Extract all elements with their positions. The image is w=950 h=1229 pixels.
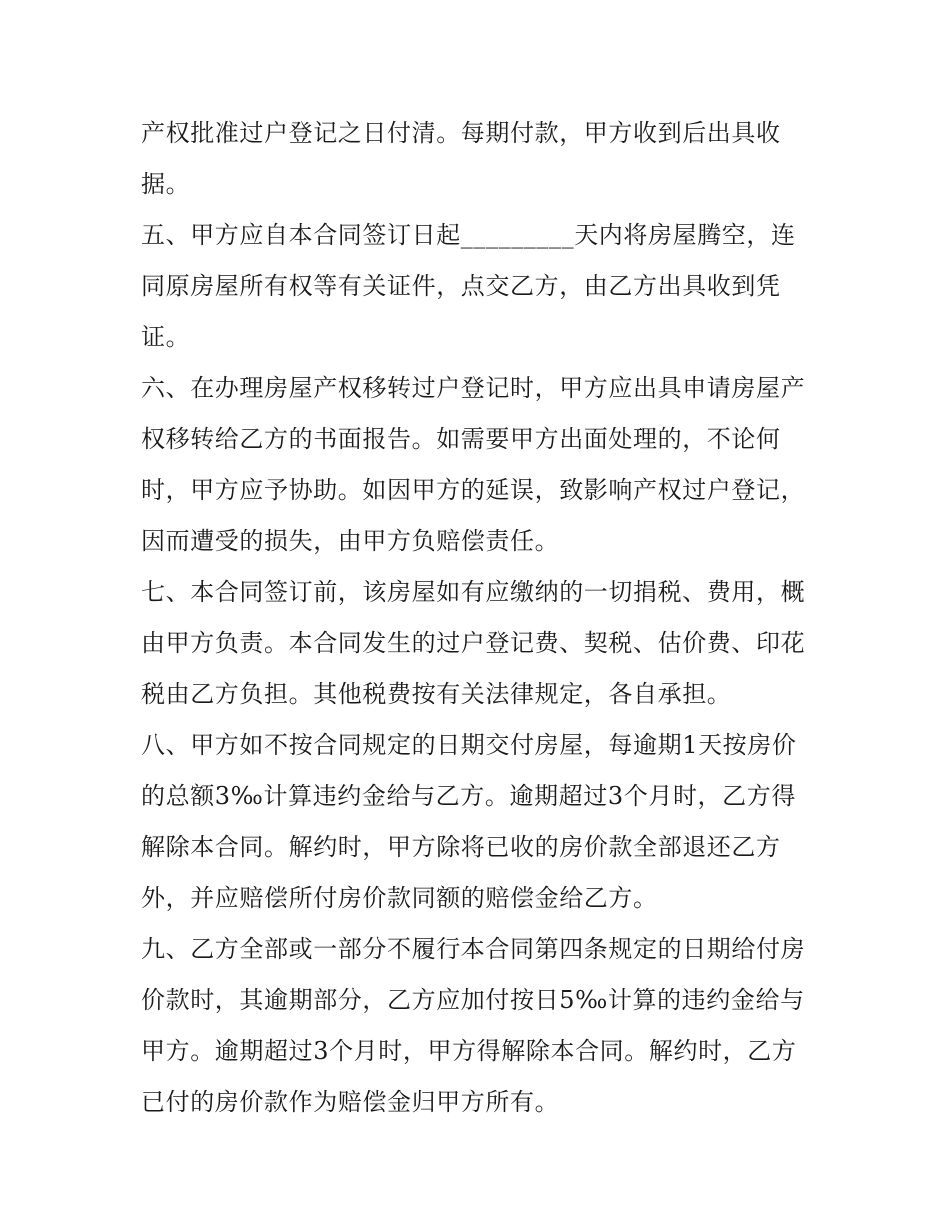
text-line: 时，甲方应予协助。如因甲方的延误，致影响产权过户登记， [141, 476, 806, 504]
text-line: 外，并应赔偿所付房价款同额的赔偿金给乙方。 [141, 884, 658, 912]
clause-6-line: 六、在办理房屋产权移转过户登记时，甲方应出具申请房屋产 [141, 374, 806, 402]
text-line: 证。 [141, 323, 191, 351]
text-line: 因而遭受的损失，由甲方负赔偿责任。 [141, 527, 560, 555]
text-line: 权移转给乙方的书面报告。如需要甲方出面处理的，不论何 [141, 425, 781, 453]
text-line: 已付的房价款作为赔偿金归甲方所有。 [141, 1088, 560, 1116]
clause-5-line: 五、甲方应自本合同签订日起_________天内将房屋腾空，连 [141, 221, 796, 249]
text-line: 税由乙方负担。其他税费按有关法律规定，各自承担。 [141, 680, 732, 708]
text-line: 价款时，其逾期部分，乙方应加付按日5‰计算的违约金给与 [141, 986, 805, 1014]
text-line: 由甲方负责。本合同发生的过户登记费、契税、估价费、印花 [141, 629, 806, 657]
text-line: 甲方。逾期超过3个月时，甲方得解除本合同。解约时，乙方 [141, 1037, 797, 1065]
contract-body [141, 108, 821, 1128]
clause-7-line: 七、本合同签订前，该房屋如有应缴纳的一切捐税、费用，概 [141, 578, 806, 606]
clause-9-line: 九、乙方全部或一部分不履行本合同第四条规定的日期给付房 [141, 935, 806, 963]
clause-8-line: 八、甲方如不按合同规定的日期交付房屋，每逾期1天按房价 [141, 731, 797, 759]
text-line: 解除本合同。解约时，甲方除将已收的房价款全部退还乙方 [141, 833, 781, 861]
text-line: 产权批准过户登记之日付清。每期付款，甲方收到后出具收 [141, 119, 781, 147]
text-line: 的总额3‰计算违约金给与乙方。逾期超过3个月时，乙方得 [141, 782, 796, 810]
text-line: 据。 [141, 170, 191, 198]
text-line: 同原房屋所有权等有关证件，点交乙方，由乙方出具收到凭 [141, 272, 781, 300]
